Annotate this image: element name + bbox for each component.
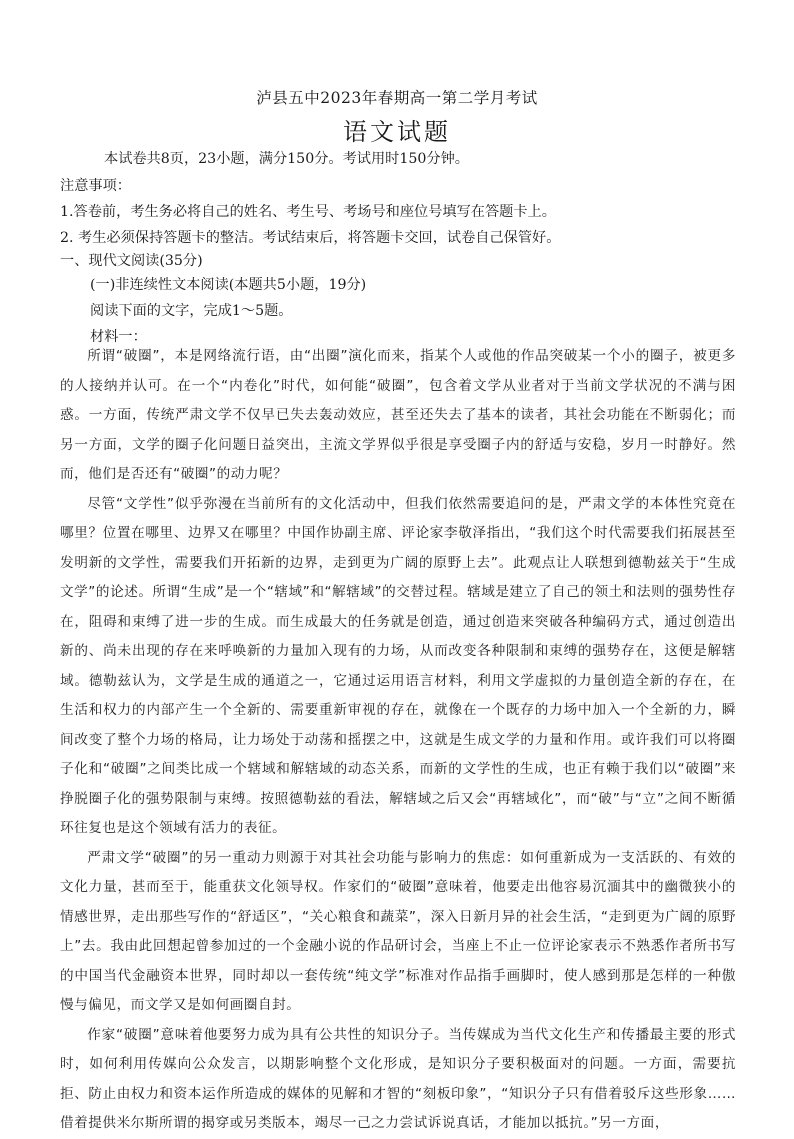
note-item-2: 2. 考生必须保持答题卡的整洁。考试结束后，将答题卡交回，试卷自己保管好。 <box>60 230 561 246</box>
material-label: 材料一： <box>90 329 147 345</box>
section-heading: 一、现代文阅读(35分) <box>60 253 203 269</box>
passage-paragraph: 所谓“破圈”，本是网络流行语，由“出圈”演化而来，指某个人或他的作品突破某一个小的圈子，被更多的人接纳并认可。在一个“内卷化”时代，如何能“破圈”，包含着文学从业者对于当前文学状况的不满与困惑。一方面，传统严肃文学不仅早已失去轰动效应，甚至还失去了基本的读者，其社会功能在不断弱化；而另一方面，文学的圈子化问题日益突出，主流文学界似乎很是享受圈子内的舒适与安稳，岁月一时静好。然而，他们是否还有“破圈”的动力呢？ <box>60 348 736 482</box>
sub-section-heading: (一)非连续性文本阅读(本题共5小题，19分) <box>90 277 367 293</box>
exam-intro: 本试卷共8页，23小题，满分150分。考试用时150分钟。 <box>104 151 469 167</box>
passage-paragraph: 尽管“文学性”似乎弥漫在当前所有的文化活动中，但我们依然需要追问的是，严肃文学的本体性究竟在哪里？位置在哪里、边界又在哪里？中国作协副主席、评论家李敬泽指出，“我们这个时代需要我们拓展甚至发明新的文学性，需要我们开拓新的边界，走到更为广阔的原野上去”。此观点让人联想到德勒兹关于“生成文学”的论述。所谓“生成”是一个“辖域”和“解辖域”的交替过程。辖域是建立了自己的领土和法则的强势性存在，阻碍和束缚了进一步的生成。而生成最大的任务就是创造，通过创造来突破各种编码方式，通过创造出新的、尚未出现的存在来呼唤新的力量加入现有的力场，从而改变各种限制和束缚的强势存在，这便是解辖域。德勒兹认为，文学是生成的通道之一，它通过运用语言材料，利用文学虚拟的力量创造全新的存在，在生活和权力的内部产生一个全新的、需要重新审视的存在，就像在一个既存的力场中加入一个全新的力，瞬间改变了整个力场的格局，让力场处于动荡和摇摆之中，这就是生成文学的力量和作用。或许我们可以将圈子化和“破圈”之间类比成一个辖域和解辖域的动态关系，而新的文学性的生成，也正有赖于我们以“破圈”来挣脱圈子化的强势限制与束缚。按照德勒兹的看法，解辖域之后又会“再辖域化”，而“破”与“立”之间不断循环往复也是这个领域有活力的表征。 <box>60 495 736 836</box>
subject-title: 语文试题 <box>343 118 451 146</box>
reading-instruction: 阅读下面的文字，完成1～5题。 <box>90 303 293 319</box>
passage-paragraph: 作家“破圈”意味着他要努力成为具有公共性的知识分子。当传媒成为当代文化生产和传播最主要的形式时，如何利用传媒向公众发言，以期影响整个文化形成，是知识分子要积极面对的问题。一方面，需要抗拒、防止由权力和资本运作所造成的媒体的见解和才智的“刻板印象”，“知识分子只有借着驳斥这些形象……借着提供米尔斯所谓的揭穿或另类版本，竭尽一己之力尝试诉说真话，才能加以抵抗。”另一方面， <box>60 1026 736 1131</box>
passage-paragraph: 严肃文学“破圈”的另一重动力则源于对其社会功能与影响力的焦虑：如何重新成为一支活跃的、有效的文化力量，甚而至于，能重获文化领导权。作家们的“破圈”意味着，他要走出他容易沉湎其中的幽微狭小的情感世界，走出那些写作的“舒适区”，“关心粮食和蔬菜”，深入日新月异的社会生活，“走到更为广阔的原野上”去。我由此回想起曾参加过的一个金融小说的作品研讨会，当座上不止一位评论家表示不熟悉作者所书写的中国当代金融资本世界，同时却以一套传统“纯文学”标准对作品指手画脚时，使人感到那是怎样的一种傲慢与偏见，而文学又是如何画圈自封。 <box>60 849 736 1013</box>
exam-title: 泸县五中2023年春期高一第二学月考试 <box>256 89 538 107</box>
notes-heading: 注意事项： <box>60 178 131 194</box>
note-item-1: 1.答卷前，考生务必将自己的姓名、考生号、考场号和座位号填写在答题卡上。 <box>60 204 556 220</box>
reading-passage <box>60 342 736 1139</box>
